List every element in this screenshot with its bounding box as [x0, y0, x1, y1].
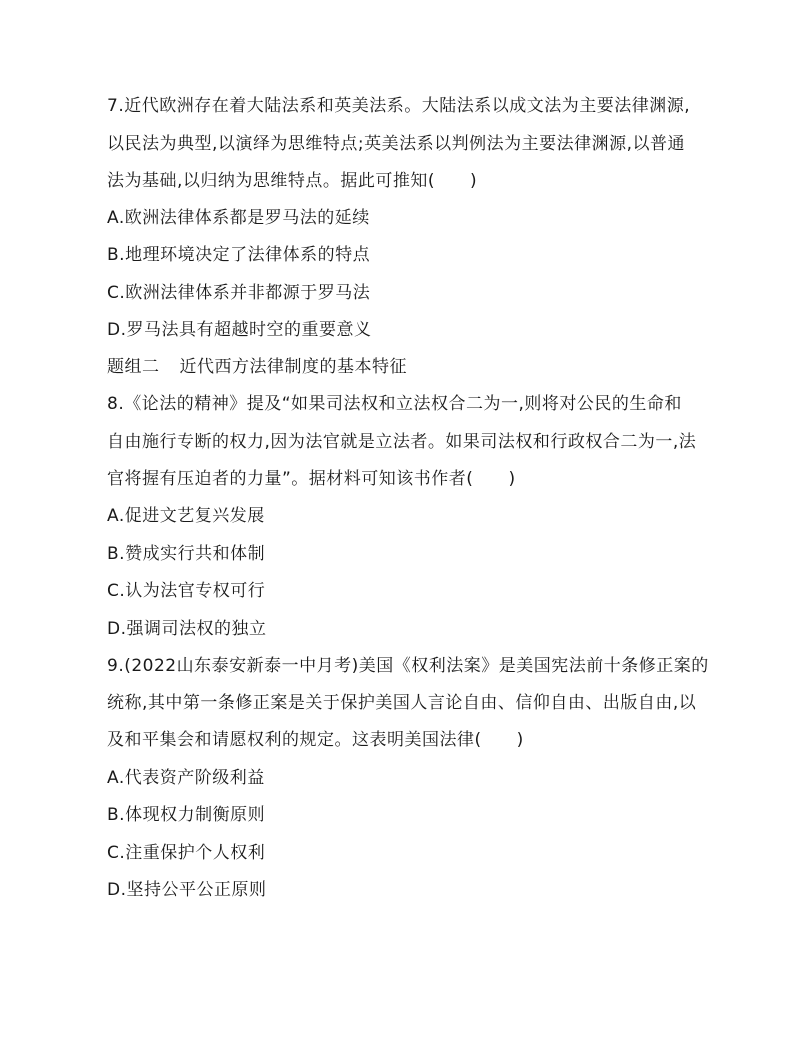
question-9-option-c: C.注重保护个人权利: [107, 843, 266, 863]
question-8-option-c: C.认为法官专权可行: [107, 581, 266, 601]
question-9-line-2: 统称,其中第一条修正案是关于保护美国人言论自由、信仰自由、出版自由,以: [107, 693, 697, 713]
question-9-option-b: B.体现权力制衡原则: [107, 805, 266, 825]
question-7-option-c: C.欧洲法律体系并非都源于罗马法: [107, 283, 371, 303]
question-9-option-d: D.坚持公平公正原则: [107, 880, 267, 900]
question-8-line-1: 8.《论法的精神》提及“如果司法权和立法权合二为一,则将对公民的生命和: [107, 394, 682, 414]
section-label: 题组二: [107, 357, 160, 377]
question-9-line-3: 及和平集会和请愿权利的规定。这表明美国法律( ): [107, 730, 524, 750]
question-7-option-d: D.罗马法具有超越时空的重要意义: [107, 320, 372, 340]
question-9-option-a: A.代表资产阶级利益: [107, 768, 265, 788]
question-7-line-1: 7.近代欧洲存在着大陆法系和英美法系。大陆法系以成文法为主要法律渊源,: [107, 96, 691, 116]
question-7-line-3: 法为基础,以归纳为思维特点。据此可推知( ): [107, 171, 478, 191]
question-7-option-a: A.欧洲法律体系都是罗马法的延续: [107, 208, 370, 228]
question-8-line-3: 官将握有压迫者的力量”。据材料可知该书作者( ): [107, 469, 516, 489]
question-8-line-2: 自由施行专断的权力,因为法官就是立法者。如果司法权和行政权合二为一,法: [107, 432, 697, 452]
question-8-option-b: B.赞成实行共和体制: [107, 544, 266, 564]
question-7-option-b: B.地理环境决定了法律体系的特点: [107, 245, 371, 265]
section-title: 近代西方法律制度的基本特征: [179, 357, 407, 377]
question-7-line-2: 以民法为典型,以演绎为思维特点;英美法系以判例法为主要法律渊源,以普通: [107, 134, 686, 154]
question-8-option-d: D.强调司法权的独立: [107, 619, 267, 639]
section-heading: [107, 356, 407, 378]
question-8-option-a: A.促进文艺复兴发展: [107, 506, 265, 526]
question-9-line-1: 9.(2022山东泰安新泰一中月考)美国《权利法案》是美国宪法前十条修正案的: [107, 656, 709, 676]
